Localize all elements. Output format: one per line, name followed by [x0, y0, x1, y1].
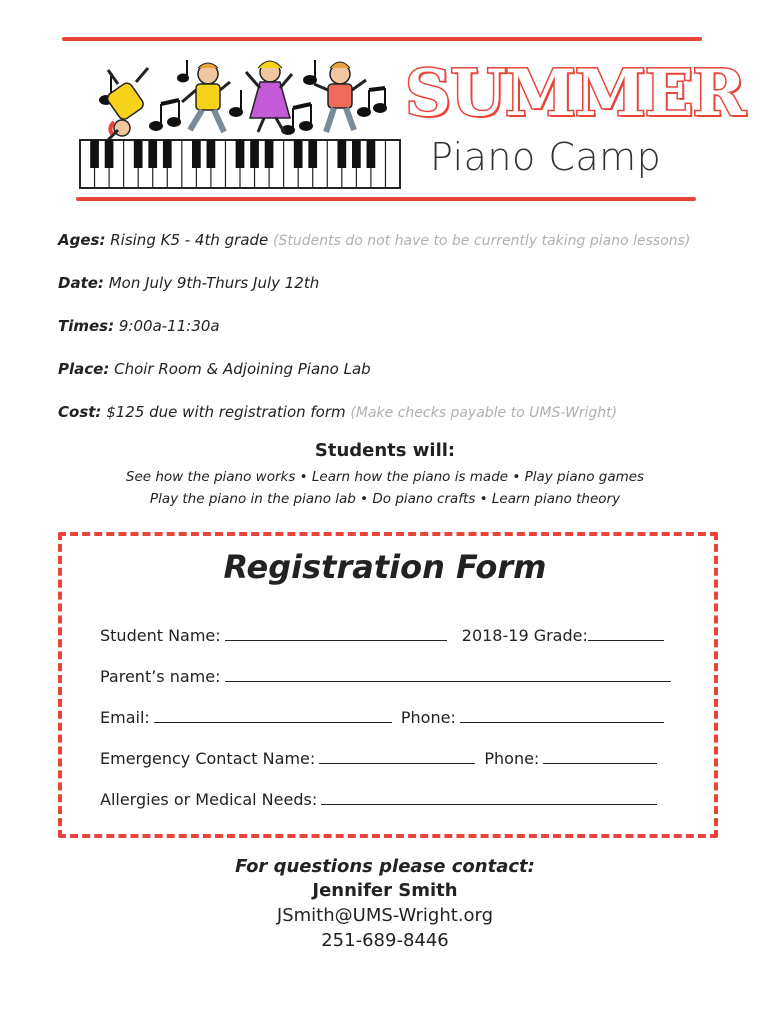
- ages-note: (Students do not have to be currently taking piano lessons): [273, 233, 691, 249]
- date-label: Date:: [58, 274, 104, 292]
- contact-phone: 251-689-8446: [321, 930, 449, 951]
- black-key: [367, 140, 376, 168]
- parent-name-field[interactable]: [225, 667, 671, 682]
- date-value: Mon July 9th-Thurs July 12th: [108, 274, 320, 292]
- parent-name-row: [100, 667, 675, 686]
- cost-note: (Make checks payable to UMS-Wright): [350, 405, 618, 421]
- email-field[interactable]: [154, 708, 392, 723]
- allergies-field[interactable]: [321, 790, 657, 805]
- registration-form-title: Registration Form: [223, 548, 547, 586]
- allergies-row: [100, 790, 661, 809]
- kid-red-graphic: [314, 62, 366, 132]
- contact-email-link[interactable]: JSmith@UMS-Wright.org: [276, 905, 494, 926]
- black-key: [294, 140, 303, 168]
- info-ages: [58, 231, 690, 249]
- black-key: [352, 140, 361, 168]
- black-key: [163, 140, 172, 168]
- email-row: [100, 708, 668, 727]
- info-date: [58, 274, 319, 292]
- ages-label: Ages:: [58, 231, 106, 249]
- kid-running-graphic: [182, 63, 230, 132]
- black-key: [236, 140, 245, 168]
- emergency-phone-label: Phone:: [484, 749, 540, 768]
- place-label: Place:: [58, 360, 110, 378]
- phone-label: Phone:: [400, 708, 456, 727]
- cost-value: $125 due with registration form: [106, 403, 346, 421]
- email-label: Email:: [100, 708, 150, 727]
- emergency-phone-field[interactable]: [543, 749, 657, 764]
- title-summer: SUMMER: [405, 56, 745, 131]
- times-label: Times:: [58, 317, 115, 335]
- parent-name-label: Parent’s name:: [100, 667, 221, 686]
- piano-keyboard-graphic: [80, 140, 400, 188]
- black-key: [90, 140, 99, 168]
- emergency-row: [100, 749, 661, 768]
- contact-heading: For questions please contact:: [235, 856, 535, 877]
- black-key: [105, 140, 114, 168]
- cost-label: Cost:: [58, 403, 102, 421]
- black-key: [265, 140, 274, 168]
- header-top-rule: [62, 37, 702, 41]
- black-key: [207, 140, 216, 168]
- contact-name: Jennifer Smith: [312, 880, 458, 901]
- students-activities-line-1: See how the piano works • Learn how the piano is made • Play piano games: [125, 469, 645, 485]
- info-cost: [58, 403, 617, 421]
- piano-kids-illustration: [78, 52, 408, 192]
- emergency-contact-field[interactable]: [319, 749, 475, 764]
- title-piano-camp: Piano Camp: [430, 135, 662, 179]
- black-key: [250, 140, 259, 168]
- student-name-row: [100, 626, 668, 645]
- kid-purple-graphic: [246, 61, 292, 132]
- students-heading: Students will:: [314, 440, 456, 461]
- black-key: [148, 140, 157, 168]
- student-name-field[interactable]: [225, 626, 447, 641]
- times-value: 9:00a-11:30a: [118, 317, 220, 335]
- black-key: [308, 140, 317, 168]
- black-key: [134, 140, 143, 168]
- students-activities-line-2: Play the piano in the piano lab • Do piano crafts • Learn piano theory: [149, 491, 621, 507]
- ages-value: Rising K5 - 4th grade: [110, 231, 269, 249]
- black-key: [192, 140, 201, 168]
- allergies-label: Allergies or Medical Needs:: [100, 790, 318, 809]
- phone-field[interactable]: [460, 708, 664, 723]
- header-bottom-rule: [76, 197, 696, 201]
- student-name-label: Student Name:: [100, 626, 221, 645]
- place-value: Choir Room & Adjoining Piano Lab: [114, 360, 371, 378]
- grade-label: 2018-19 Grade:: [461, 626, 588, 645]
- black-key: [337, 140, 346, 168]
- emergency-contact-label: Emergency Contact Name:: [100, 749, 316, 768]
- info-times: [58, 317, 220, 335]
- info-place: [58, 360, 371, 378]
- grade-field[interactable]: [588, 626, 664, 641]
